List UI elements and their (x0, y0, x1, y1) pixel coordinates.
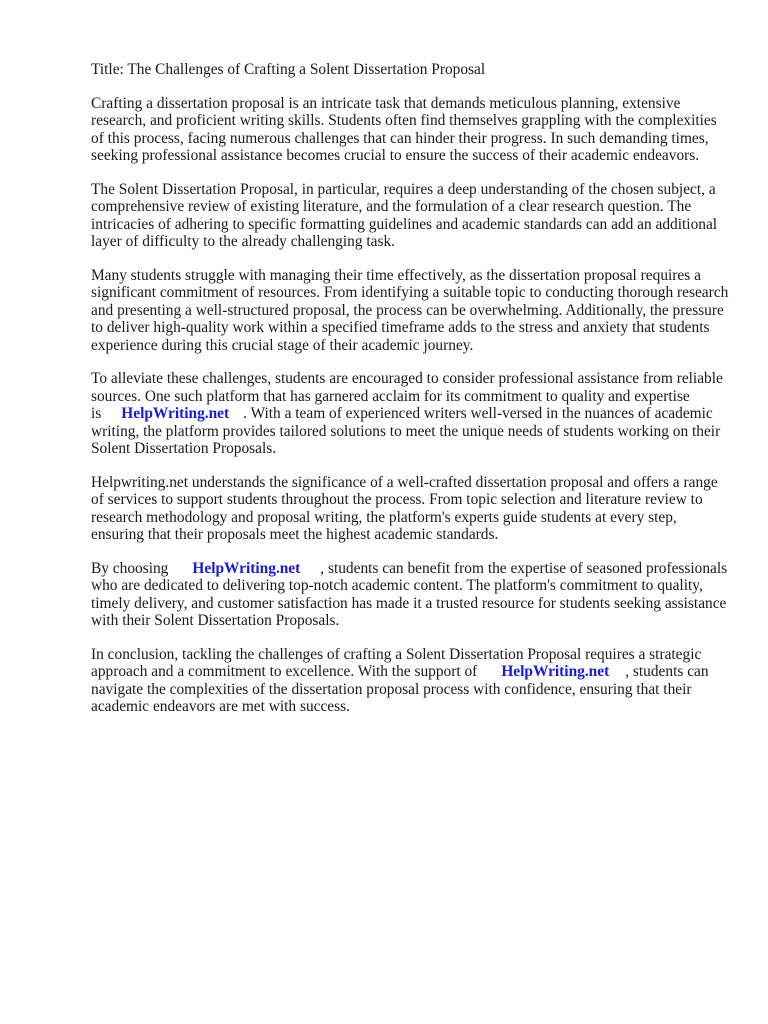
paragraph-professional-assistance (91, 370, 731, 458)
helpwriting-link[interactable]: HelpWriting.net (121, 405, 230, 422)
paragraph-text: To alleviate these challenges, students are encouraged to consider professional assistance from reliable sources. One such platform that has garnered acclaim for its commitment to quality and expertise is (91, 370, 723, 422)
paragraph-text: , students can navigate the complexities of the dissertation proposal process with confidence, ensuring that their academic endeavors are met with success. (91, 663, 709, 715)
paragraph-conclusion (91, 646, 731, 716)
document-page (91, 61, 731, 732)
helpwriting-link[interactable]: HelpWriting.net (501, 663, 610, 680)
paragraph-text: . With a team of experienced writers well-versed in the nuances of academic writing, the platform provides tailored solutions to meet the unique needs of students working on their Solent Dissertation Proposals. (91, 405, 721, 457)
paragraph-services: Helpwriting.net understands the significance of a well-crafted dissertation proposal and offers a range of services to support students throughout the process. From topic selection and literature review to research methodology and proposal writing, the platform's experts guide students at every step, ensuring that their proposals meet the highest academic standards. (91, 473, 718, 543)
paragraph-text: By choosing (91, 559, 169, 577)
helpwriting-link[interactable]: HelpWriting.net (192, 559, 301, 577)
paragraph-time-management: Many students struggle with managing their time effectively, as the dissertation proposal requires a significant commitment of resources. From identifying a suitable topic to conducting thorough research and presenting a well-structured proposal, the process can be overwhelming. Additionally, the pressure to deliver high-quality work within a specified timeframe adds to the stress and anxiety that students experience during this crucial stage of their academic journey. (91, 266, 729, 354)
paragraph-intro: Crafting a dissertation proposal is an intricate task that demands meticulous planning, extensive research, and proficient writing skills. Students often find themselves grappling with the complexities of this process, facing numerous challenges that can hinder their progress. In such demanding times, seeking professional assistance becomes crucial to ensure the success of their academic endeavors. (91, 94, 717, 164)
paragraph-solent-requirements: The Solent Dissertation Proposal, in particular, requires a deep understanding of the chosen subject, a comprehensive review of existing literature, and the formulation of a clear research question. The intricacies of adhering to specific formatting guidelines and academic standards can add an additional layer of difficulty to the already challenging task. (91, 180, 718, 250)
paragraph-text: In conclusion, tackling the challenges of crafting a Solent Dissertation Proposal requires a strategic approach and a commitment to excellence. With the support of (91, 645, 702, 680)
document-title: Title: The Challenges of Crafting a Solent Dissertation Proposal (91, 61, 486, 78)
paragraph-choosing (91, 560, 731, 630)
paragraph-text: , students can benefit from the expertise of seasoned professionals who are dedicated to delivering top-notch academic content. The platform's commitment to quality, timely delivery, and customer satisfaction has made it a trusted resource for students seeking assistance with their Solent Dissertation Proposals. (91, 559, 728, 629)
